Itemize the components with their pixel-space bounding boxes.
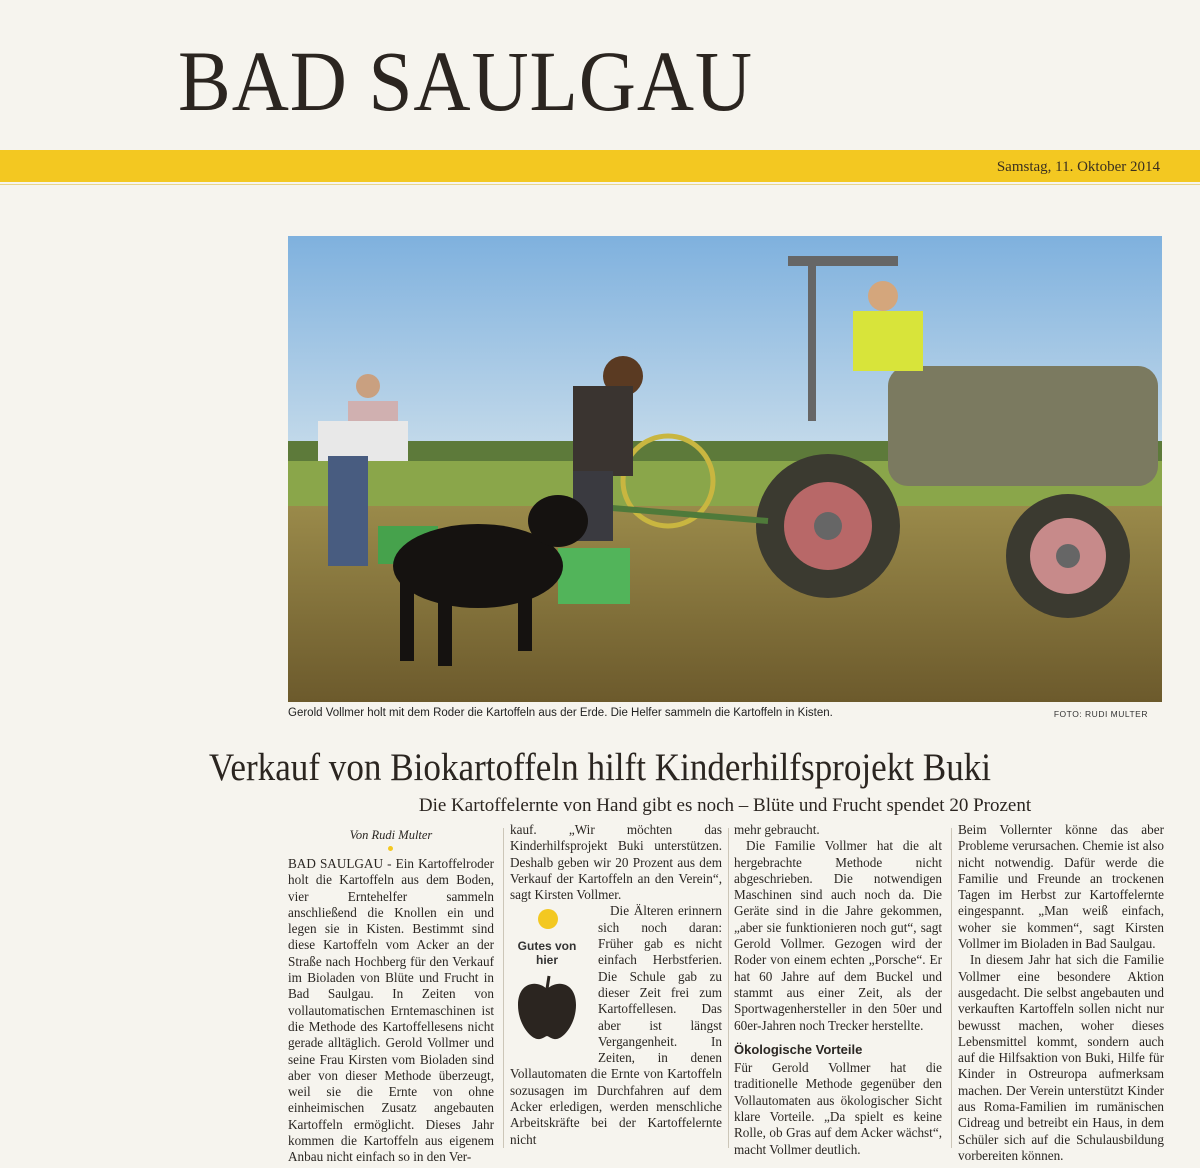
byline-dot: [388, 846, 393, 851]
band-rule: [0, 184, 1200, 185]
issue-date: Samstag, 11. Oktober 2014: [996, 159, 1160, 175]
local-badge: [510, 905, 590, 1050]
section-heading: Ökologische Vorteile: [734, 1041, 863, 1057]
article-column-1: [288, 856, 494, 1166]
article-column-4: [958, 822, 1164, 1164]
paragraph: Beim Vollernter könne das aber Probleme verursachen. Chemie ist also nicht notwendig. Dafür werde die Familie und Freunde an trockenen Tagen im Herbst zur Kartoffelernte eingespannt. „Man weiß einfach, woher sie kommen“, sagt Kirsten Vollmer im Bioladen in Bad Saulgau.: [958, 822, 1164, 952]
paragraph: Für Gerold Vollmer hat die traditionelle Methode gegenüber den Vollautomaten aus ökologischer Sicht klare Vorteile. „Da spielt es keine Rolle, ob Gras auf dem Acker wächst“, macht Vollmer deutlich.: [734, 1060, 942, 1157]
harvest-photo: [288, 236, 1162, 702]
column-rule: [503, 828, 504, 1148]
byline: Von Rudi Multer: [349, 828, 433, 842]
photo-credit: FOTO: RUDI MULTER: [1053, 709, 1148, 719]
article-column-2: [510, 822, 722, 1148]
masthead: BAD SAULGAU: [178, 33, 753, 129]
column-rule: [951, 828, 952, 1148]
article-photo: [288, 236, 1162, 702]
photo-caption: Gerold Vollmer holt mit dem Roder die Kartoffeln aus der Erde. Die Helfer sammeln die Kartoffeln in Kisten.: [288, 707, 833, 719]
paragraph: kauf. „Wir möchten das Kinderhilfsprojekt Buki unterstützen. Deshalb geben wir 20 Prozent aus dem Verkauf der Kartoffeln an den Verein“, sagt Kirsten Vollmer.: [510, 822, 722, 903]
paragraph: In diesem Jahr hat sich die Familie Vollmer eine besondere Aktion ausgedacht. Die selbst angebauten und verkauften Kartoffeln sollen nicht nur bewusst machen, woher dieses Lebensmittel kommt, sondern auch auf die Hilfsaktion von Buki, Hilfe für Kinder in Ostreuropa aufmerksam machen. Der Verein unterstützt Kinder aus Roma-Familien im rumänischen Cidreag und betreibt ein Haus, in dem Schüler sich auf die Schulausbildung vorbereiten können.: [958, 952, 1164, 1163]
article-column-3: [734, 822, 942, 1158]
apple-icon: [516, 973, 578, 1043]
paragraph: BAD SAULGAU - Ein Kartoffelroder holt die Kartoffeln aus dem Boden, vier Erntehelfer sammeln anschließend die Knollen ein und legen sie in Kisten. Bestimmt sind diese Kartoffeln vom Acker an der Straße nach Hochberg für den Verkauf im Bioladen von Blüte und Frucht in Bad Saulgau. In Zeiten von vollautomatischen Erntemaschinen ist die Methode des Kartoffellesens nicht gerade alltäglich. Gerold Vollmer und seine Frau Kirsten vom Bioladen sind aber von dieser Methode überzeugt, weil sie die Ernte von ohne einheimischen Zusatz angebauten Kartoffeln ermöglicht. Dieses Jahr kommen die Kartoffeln aus eigenem Anbau nicht einfach so in den Ver-: [288, 856, 494, 1165]
column-rule: [728, 828, 729, 1148]
paragraph: Die Älteren erinnern sich noch daran: Früher gab es nicht einfach Herbstferien. Die Schule gab zu dieser Zeit frei zum Kartoffellesen. Das aber ist längst Vergangenheit. In Zeiten, in denen Vollautomaten die Ernte von Kartoffeln sozusagen im Durchfahren auf dem Acker erledigen, werden menschliche Arbeitskräfte bei der Kartoffelernte nicht: [510, 903, 722, 1147]
sun-icon: [538, 909, 558, 929]
subheadline: Die Kartoffelernte von Hand gibt es noch – Blüte und Frucht spendet 20 Prozent: [418, 795, 1032, 816]
headline: Verkauf von Biokartoffeln hilft Kinderhilfsprojekt Buki: [208, 746, 992, 789]
paragraph: mehr gebraucht.: [734, 822, 820, 837]
paragraph: Die Familie Vollmer hat die alt hergebrachte Methode nicht abgeschrieben. Die notwendigen Maschinen sind auch noch da. Die Geräte sind in die Jahre gekommen, „aber sie funktionieren noch gut“, sagt Gerold Vollmer. Gezogen wird der Roder von einem echten „Porsche“. Er hat 60 Jahre auf dem Buckel und stammt aus einer Zeit, als der Sportwagenhersteller in den 50er und 60er-Jahren noch Trecker herstellte.: [734, 838, 942, 1033]
badge-label: Gutes von hier: [517, 939, 577, 968]
